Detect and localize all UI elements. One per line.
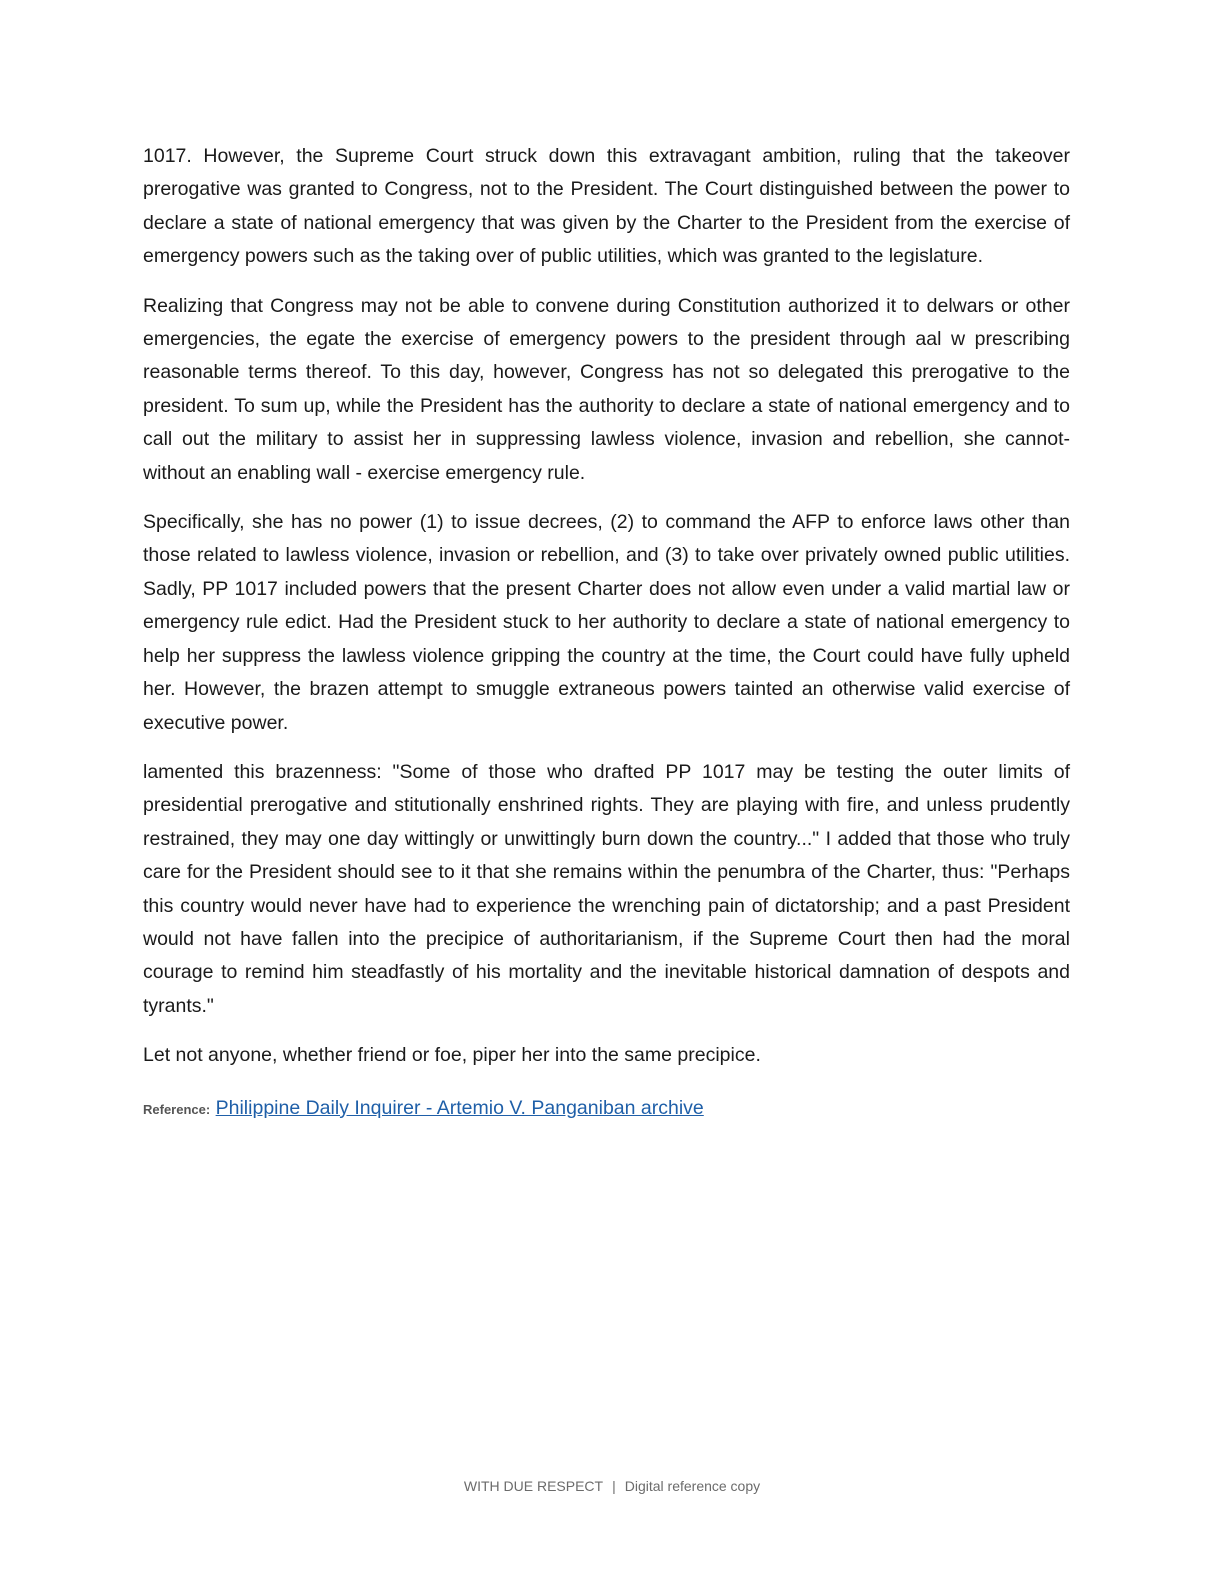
paragraph-5: Let not anyone, whether friend or foe, piper her into the same precipice. — [143, 1044, 761, 1067]
paragraph-4: lamented this brazenness: "Some of those who drafted PP 1017 may be testing the outer limits of presidential prerogative and stitutionally enshrined rights. They are playing with fire, and unless prudently restrained, they may one day wittingly or unwittingly burn down the country..." I added that those who truly care for the President should see to it that she remains within the penumbra of the Charter, thus: "Perhaps this country would never have had to experience the wrenching pain of dictatorship; and a past President would not have fallen into the precipice of authoritarianism, if the Supreme Court then had the moral courage to remind him steadfastly of his mortality and the inevitable historical damnation of despots and tyrants." — [143, 760, 1070, 1017]
footer-separator: | — [612, 1478, 616, 1494]
footer-subtitle: Digital reference copy — [624, 1478, 761, 1494]
paragraph-3: Specifically, she has no power (1) to issue decrees, (2) to command the AFP to enforce laws other than those related to lawless violence, invasion or rebellion, and (3) to take over privately owned public utilities. Sadly, PP 1017 included powers that the present Charter does not allow even under a valid martial law or emergency rule edict. Had the President stuck to her authority to declare a state of national emergency to help her suppress the lawless violence gripping the country at the time, the Court could have fully upheld her. However, the brazen attempt to smuggle extraneous powers tainted an otherwise valid exercise of executive power. — [143, 511, 1070, 734]
reference-link[interactable]: Philippine Daily Inquirer - Artemio V. Panganiban archive — [215, 1096, 704, 1119]
paragraph-1: 1017. However, the Supreme Court struck down this extravagant ambition, ruling that the takeover prerogative was granted to Congress, not to the President. The Court distinguished between the power to declare a state of national emergency that was given by the Charter to the President from the exercise of emergency powers such as the taking over of public utilities, which was granted to the legislature. — [143, 145, 1070, 268]
page-footer — [0, 1478, 1224, 1494]
footer-title: WITH DUE RESPECT — [463, 1478, 604, 1494]
article-body — [143, 140, 1070, 1125]
reference-label: Reference: — [143, 1101, 211, 1117]
paragraph-2: Realizing that Congress may not be able to convene during Constitution authorized it to delwars or other emergencies, the egate the exercise of emergency powers to the president through aal w prescribing reasonable terms thereof. To this day, however, Congress has not so delegated this prerogative to the president. To sum up, while the President has the authority to declare a state of national emergency and to call out the military to assist her in suppressing lawless violence, invasion and rebellion, she cannot- without an enabling wall - exercise emergency rule. — [143, 294, 1070, 484]
reference-line — [143, 1093, 1070, 1125]
